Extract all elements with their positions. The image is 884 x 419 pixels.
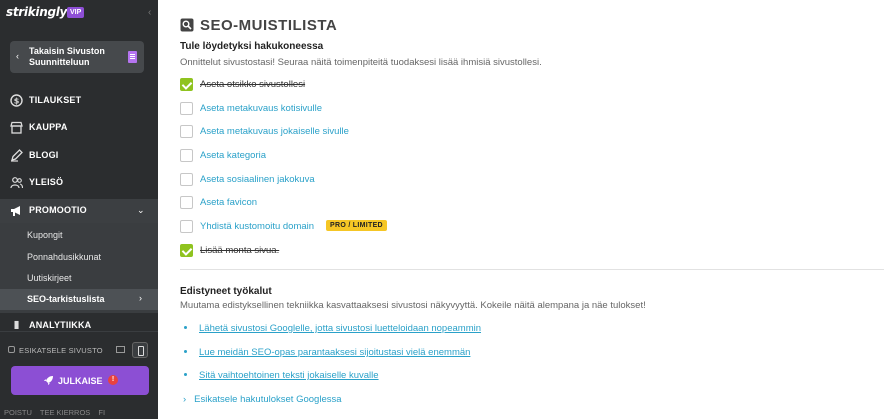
exit-link[interactable]: POISTU (4, 408, 32, 417)
checklist-item-label[interactable]: Aseta metakuvaus kotisivulle (200, 103, 322, 114)
pen-icon (10, 149, 23, 162)
checkbox[interactable] (180, 196, 193, 209)
checkbox[interactable] (180, 149, 193, 162)
sidebar-item-label: ANALYTIIKKA (29, 320, 92, 329)
collapse-sidebar-icon[interactable]: ‹ (148, 7, 152, 18)
pro-limited-badge: PRO / LIMITED (326, 220, 387, 231)
submenu-item-popups[interactable]: Ponnahdusikkunat (27, 252, 102, 262)
language-link[interactable]: FI (98, 408, 106, 417)
analytics-icon: ▮ (13, 319, 20, 329)
checklist-item-label[interactable]: Aseta sosiaalinen jakokuva (200, 174, 315, 185)
section-divider (180, 269, 884, 270)
bullet-icon (184, 373, 187, 376)
sidebar-item-promotion[interactable] (0, 199, 158, 223)
store-icon (10, 121, 23, 134)
sidebar-item-label: PROMOOTIO (29, 205, 87, 215)
back-to-designer-button[interactable] (10, 41, 144, 73)
main-content (158, 0, 884, 419)
section-title-advanced-tools: Edistyneet työkalut (180, 286, 272, 297)
submenu-item-coupons[interactable]: Kupongit (27, 230, 63, 240)
chevron-right-icon: › (183, 394, 187, 405)
section-description: Muutama edistyksellinen tekniikka kasvattaaksesi sivustosi näkyvyyttä. Kokeile näitä alempana ja näe tulokset! (180, 300, 646, 311)
sidebar-item-audience[interactable] (0, 171, 158, 195)
preview-site-label: ESIKATSELE SIVUSTO (19, 346, 103, 355)
tool-link-preview-google[interactable]: › Esikatsele hakutulokset Googlessa (183, 394, 342, 405)
publish-button[interactable] (11, 366, 149, 395)
chevron-left-icon: ‹ (16, 51, 19, 61)
sidebar-item-label: KAUPPA (29, 122, 68, 132)
checklist-item-label[interactable]: Aseta kategoria (200, 150, 267, 161)
tool-link-alt-text[interactable]: Sitä vaihtoehtoinen teksti jokaiselle kuvalle (180, 370, 379, 381)
alert-icon: ! (108, 375, 118, 385)
submenu-item-seo-checklist[interactable] (0, 289, 158, 310)
checklist-item-label[interactable]: Aseta favicon (200, 197, 258, 208)
tool-link-submit-google[interactable]: Lähetä sivustosi Googlelle, jotta sivustosi luetteloidaan nopeammin (180, 323, 481, 334)
megaphone-icon (10, 204, 23, 217)
eye-icon (8, 346, 15, 353)
users-icon (10, 176, 23, 189)
search-icon (180, 18, 194, 32)
checkbox-checked[interactable] (180, 78, 193, 91)
desktop-icon[interactable] (116, 346, 125, 353)
page-title: SEO-MUISTILISTA (200, 17, 338, 34)
checkbox[interactable] (180, 102, 193, 115)
checkbox-checked[interactable] (180, 244, 193, 257)
checkbox[interactable] (180, 125, 193, 138)
checkbox[interactable] (180, 220, 193, 233)
sidebar-item-label: BLOGI (29, 150, 59, 160)
submenu-item-label: SEO-tarkistuslista (27, 294, 105, 304)
tour-link[interactable]: TEE KIERROS (39, 408, 91, 417)
sidebar-footer (4, 408, 111, 417)
checklist-item-label[interactable]: Aseta metakuvaus jokaiselle sivulle (200, 126, 349, 137)
checklist-item-label[interactable]: Yhdistä kustomoitu domain (200, 221, 315, 232)
chevron-right-icon: › (139, 293, 142, 303)
chevron-down-icon: ⌄ (137, 205, 145, 215)
dollar-icon (10, 94, 23, 107)
vip-badge: VIP (67, 7, 84, 18)
mobile-preview-button[interactable] (132, 342, 148, 358)
checkbox[interactable] (180, 173, 193, 186)
bullet-icon (184, 350, 187, 353)
sidebar (0, 0, 158, 419)
sidebar-item-store[interactable] (0, 116, 158, 140)
sidebar-item-label: YLEISÖ (29, 177, 64, 187)
sidebar-bottom-panel (0, 331, 158, 419)
document-icon (128, 51, 137, 63)
back-button-label: Takaisin Sivuston Suunnitteluun (29, 46, 105, 67)
section-title-get-found: Tule löydetyksi hakukoneessa (180, 41, 324, 52)
checklist-item-label: Lisää monta sivua. (200, 245, 280, 256)
rocket-icon (43, 375, 54, 389)
sidebar-item-analytics[interactable] (0, 317, 158, 329)
publish-label: JULKAISE (58, 376, 103, 386)
sidebar-item-label: TILAUKSET (29, 95, 82, 105)
sidebar-item-blog[interactable] (0, 144, 158, 168)
section-description: Onnittelut sivustostasi! Seuraa näitä toimenpiteitä tuodaksesi lisää ihmisiä sivustollesi. (180, 57, 542, 68)
svg-text:$: $ (13, 96, 20, 106)
tool-link-seo-guide[interactable]: Lue meidän SEO-opas parantaaksesi sijoitustasi vielä enemmän (180, 347, 470, 358)
bullet-icon (184, 326, 187, 329)
checklist-item-label: Aseta otsikko sivustollesi (200, 79, 306, 90)
sidebar-item-orders[interactable] (0, 89, 158, 113)
submenu-item-newsletters[interactable]: Uutiskirjeet (27, 273, 72, 283)
strikingly-logo[interactable]: strikingly (6, 5, 68, 19)
